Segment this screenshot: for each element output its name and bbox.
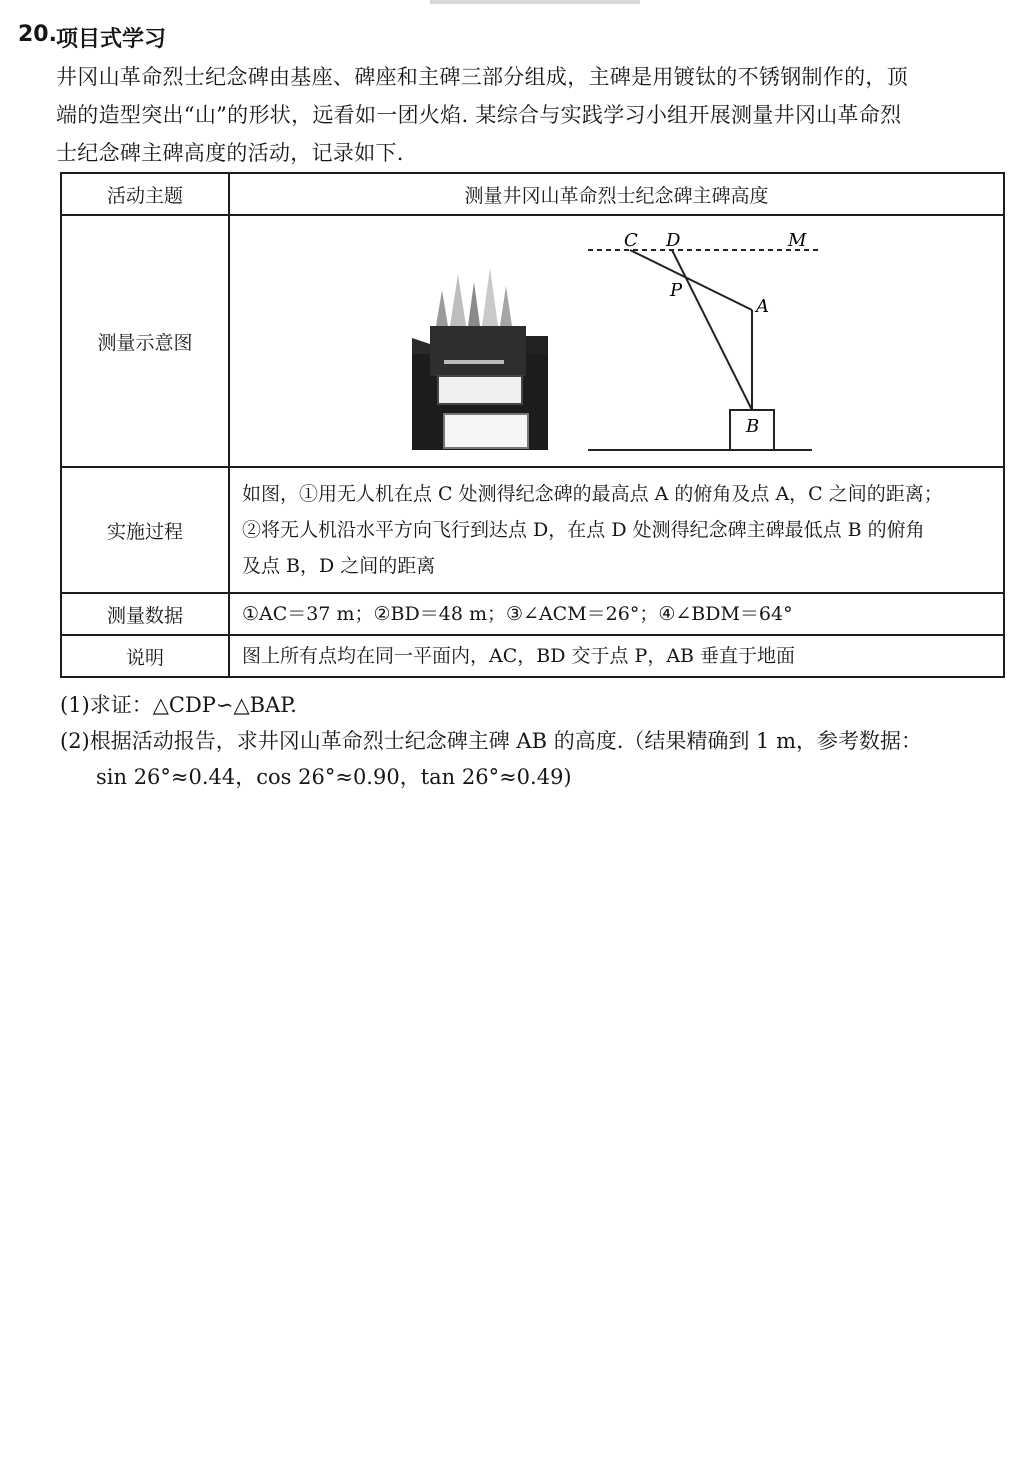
row-label-note: 说明 [61, 635, 229, 677]
label-point-c: C [624, 230, 638, 251]
label-point-a: A [756, 296, 769, 317]
subquestion-1: (1)求证：△CDP∽△BAP. [60, 693, 297, 717]
row-label-theme: 活动主题 [61, 173, 229, 215]
subquestion-2: (2)根据活动报告，求井冈山革命烈士纪念碑主碑 AB 的高度.（结果精确到 1 m，参考数据： [60, 729, 922, 753]
intro-line: 井冈山革命烈士纪念碑由基座、碑座和主碑三部分组成，主碑是用镀钛的不锈钢制作的，顶 [56, 65, 908, 89]
table-row [61, 215, 1004, 467]
process-line: 及点 B，D 之间的距离 [242, 555, 436, 577]
table-row [61, 635, 1004, 677]
label-point-m: M [788, 230, 807, 251]
monument-photo [412, 268, 548, 450]
process-line: 如图，①用无人机在点 C 处测得纪念碑的最高点 A 的俯角及点 A，C 之间的距离； [242, 483, 943, 505]
segment-ac [630, 250, 752, 310]
measurement-diagram [230, 216, 1005, 466]
label-point-d: D [666, 230, 681, 251]
row-content-note: 图上所有点均在同一平面内，AC，BD 交于点 P，AB 垂直于地面 [229, 635, 1004, 677]
process-line: ②将无人机沿水平方向飞行到达点 D，在点 D 处测得纪念碑主碑最低点 B 的俯角 [242, 519, 925, 541]
question-title: 项目式学习 [56, 27, 167, 52]
measurement-diagram-cell [229, 215, 1004, 467]
subquestion-2-reference: sin 26°≈0.44，cos 26°≈0.90，tan 26°≈0.49) [96, 765, 572, 789]
intro-line: 端的造型突出“山”的形状，远看如一团火焰. 某综合与实践学习小组开展测量井冈山革命烈 [56, 103, 902, 127]
label-point-b: B [746, 416, 760, 437]
row-label-diagram: 测量示意图 [61, 215, 229, 467]
table-row [61, 467, 1004, 593]
row-content-theme: 测量井冈山革命烈士纪念碑主碑高度 [229, 173, 1004, 215]
question-number: 20. [18, 22, 57, 47]
label-point-p: P [670, 280, 683, 301]
top-edge-mark [430, 0, 640, 4]
row-label-data: 测量数据 [61, 593, 229, 635]
row-content-data: ①AC＝37 m；②BD＝48 m；③∠ACM＝26°；④∠BDM＝64° [229, 593, 1004, 635]
row-content-process [229, 467, 1004, 593]
question-intro [56, 58, 1016, 172]
row-label-process: 实施过程 [61, 467, 229, 593]
intro-line: 士纪念碑主碑高度的活动，记录如下. [56, 141, 404, 165]
table-row [61, 173, 1004, 215]
table-row [61, 593, 1004, 635]
activity-report-table [60, 172, 1005, 678]
segment-bd [672, 250, 752, 410]
